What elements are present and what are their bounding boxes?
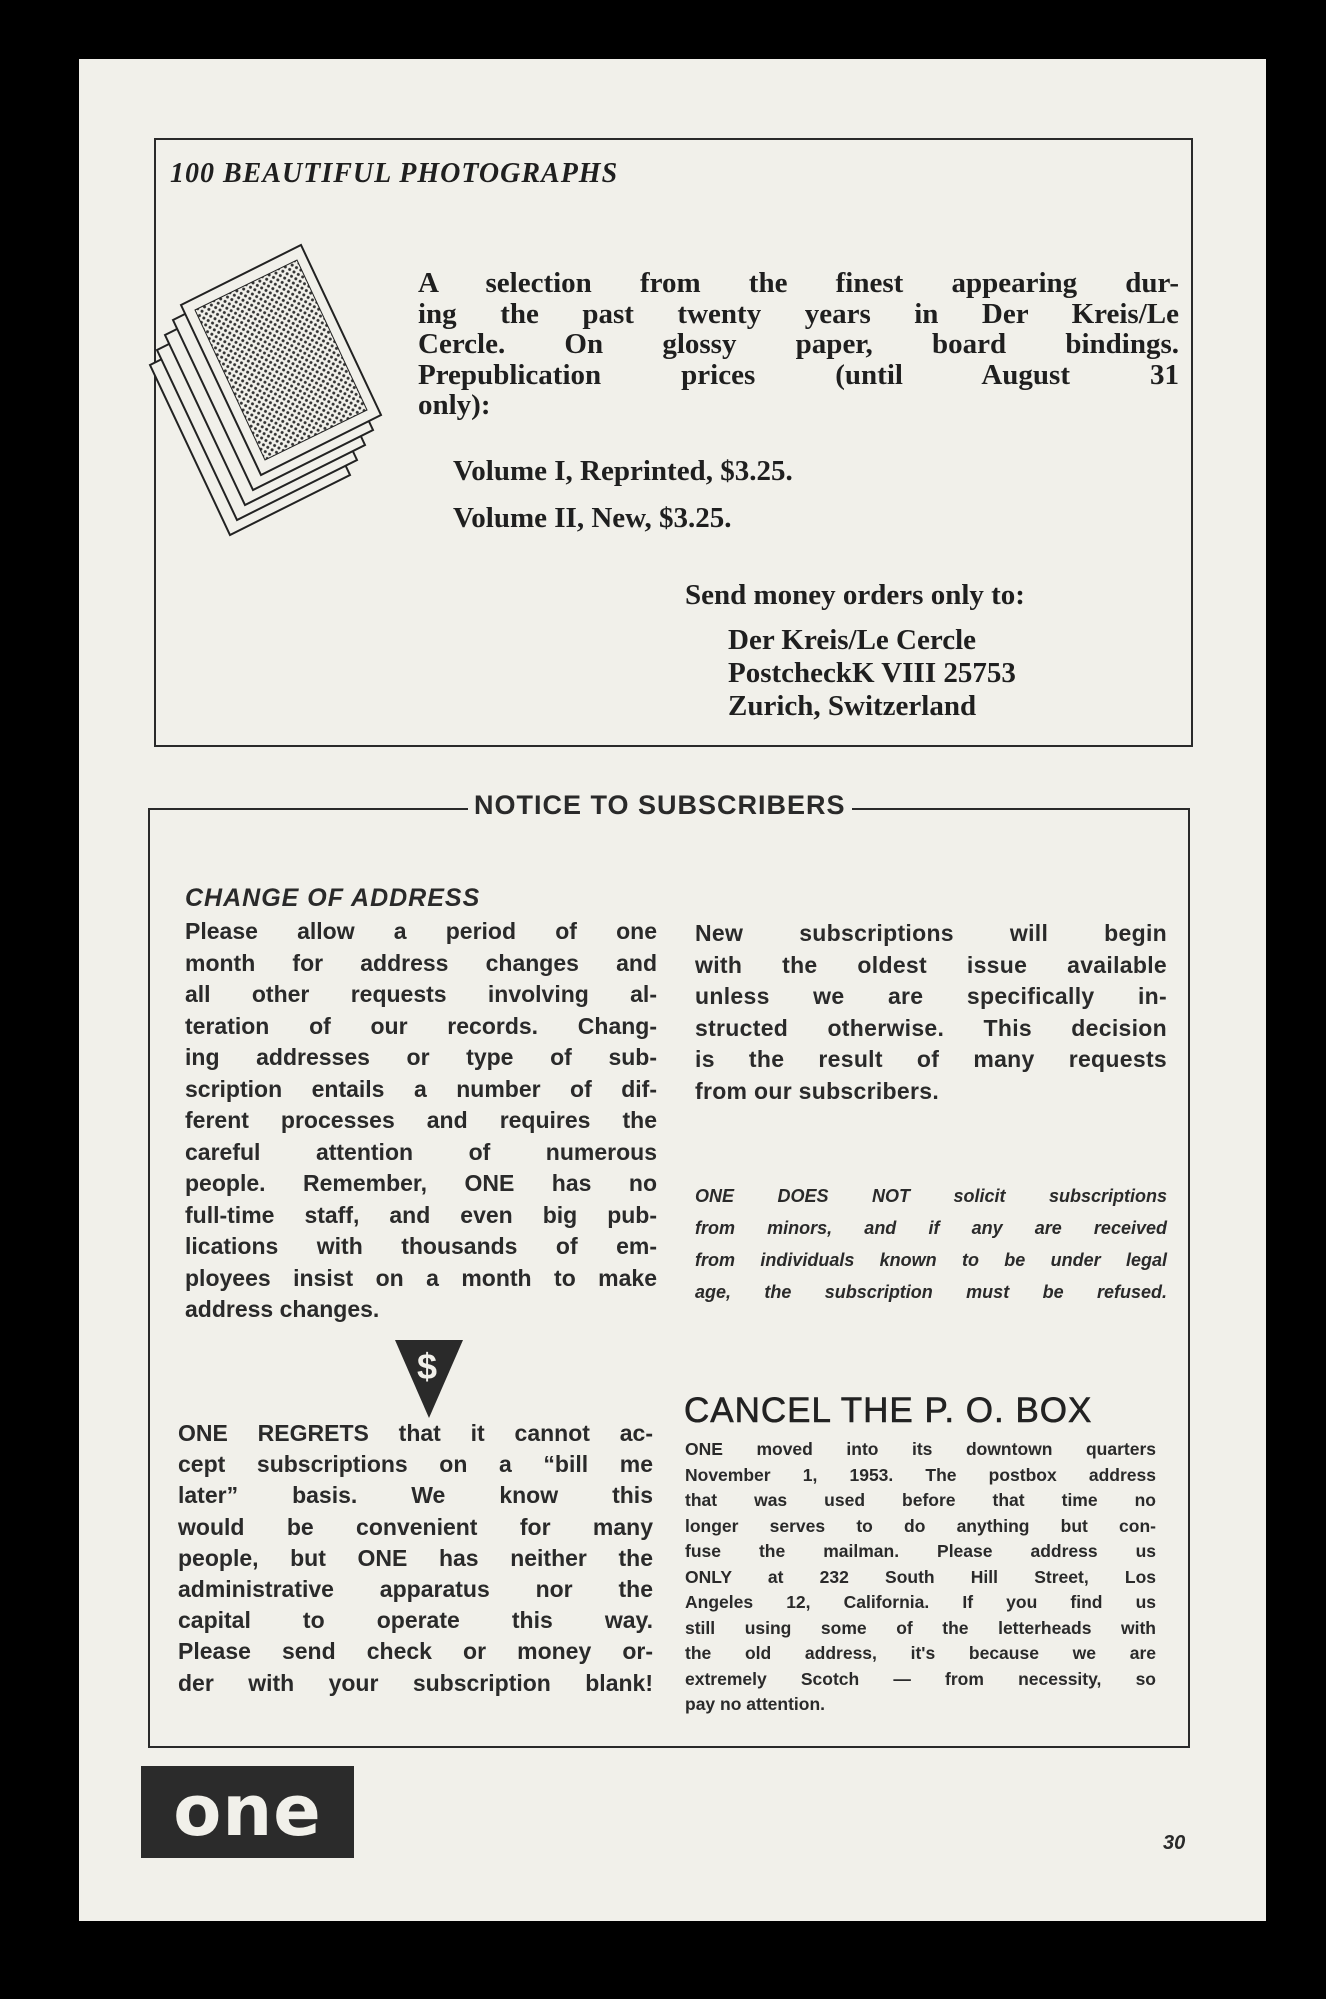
text-line: cept subscriptions on a “bill me: [178, 1451, 653, 1478]
po-box-text: [685, 1437, 1156, 1718]
text-line: only):: [418, 389, 491, 421]
address-line: Der Kreis/Le Cercle: [728, 624, 977, 656]
text-line: ployees insist on a month to make: [185, 1264, 657, 1291]
text-line: Please allow a period of one: [185, 918, 657, 944]
text-line: that was used before that time no: [685, 1490, 1156, 1510]
text-line: longer serves to do anything but con-: [685, 1515, 1156, 1536]
regrets-text: [178, 1418, 653, 1699]
text-line: teration of our records. Chang-: [185, 1012, 657, 1039]
address-line: Zurich, Switzerland: [728, 690, 977, 722]
text-line: ONE REGRETS that it cannot ac-: [178, 1420, 653, 1446]
text-line: New subscriptions will begin: [695, 920, 1167, 946]
text-line: from our subscribers.: [695, 1077, 940, 1104]
text-line: ONLY at 232 South Hill Street, Los: [685, 1566, 1156, 1587]
text-line: A selection from the finest appearing dur-: [418, 267, 1179, 299]
text-line: address changes.: [185, 1296, 380, 1322]
text-line: der with your subscription blank!: [178, 1669, 653, 1696]
new-subscriptions-text: [695, 918, 1167, 1107]
text-line: unless we are specifically in-: [695, 983, 1167, 1009]
text-line: from minors, and if any are received: [695, 1218, 1167, 1238]
text-line: ONE DOES NOT solicit subscriptions: [695, 1186, 1167, 1206]
text-line: still using some of the letterheads with: [685, 1617, 1156, 1638]
text-line: would be convenient for many: [178, 1513, 653, 1540]
text-line: Cercle. On glossy paper, board bindings.: [418, 328, 1179, 360]
text-line: is the result of many requests: [695, 1046, 1167, 1072]
text-line: ferent processes and requires the: [185, 1107, 657, 1133]
text-line: administrative apparatus nor the: [178, 1576, 653, 1603]
text-line: November 1, 1953. The postbox address: [685, 1464, 1156, 1485]
volume-2-price: Volume II, New, $3.25.: [453, 502, 732, 534]
minors-policy-text: [695, 1180, 1167, 1308]
ad-description: [418, 268, 1179, 421]
text-line: extremely Scotch — from necessity, so: [685, 1668, 1156, 1689]
text-line: all other requests involving al-: [185, 981, 657, 1007]
text-line: Angeles 12, California. If you find us: [685, 1592, 1156, 1612]
page-number: 30: [1163, 1832, 1186, 1854]
photographs-illustration: [145, 235, 390, 545]
text-line: lications with thousands of em-: [185, 1233, 657, 1259]
text-line: Please send check or money or-: [178, 1638, 653, 1665]
text-line: people. Remember, ONE has no: [185, 1170, 657, 1196]
text-line: careful attention of numerous: [185, 1138, 657, 1165]
one-magazine-logo: one: [141, 1766, 354, 1858]
text-line: fuse the mailman. Please address us: [685, 1541, 1156, 1561]
text-line: with the oldest issue available: [695, 951, 1167, 978]
send-orders-text: Send money orders only to:: [685, 579, 1025, 611]
text-line: age, the subscription must be refused.: [695, 1282, 1167, 1302]
text-line: structed otherwise. This decision: [695, 1014, 1167, 1041]
text-line: the old address, it's because we are: [685, 1643, 1156, 1663]
text-line: ONE moved into its downtown quarters: [685, 1439, 1156, 1459]
notice-heading: NOTICE TO SUBSCRIBERS: [468, 790, 852, 821]
po-box-heading: CANCEL THE P. O. BOX: [684, 1391, 1093, 1430]
volume-1-price: Volume I, Reprinted, $3.25.: [453, 455, 793, 487]
mailing-address: [728, 624, 1016, 723]
text-line: pay no attention.: [685, 1694, 825, 1714]
text-line: later” basis. We know this: [178, 1482, 653, 1509]
text-line: month for address changes and: [185, 949, 657, 976]
text-line: Prepublication prices (until August 31: [418, 358, 1179, 391]
address-line: PostcheckK VIII 25753: [728, 657, 1016, 689]
ad-title: 100 BEAUTIFUL PHOTOGRAPHS: [170, 158, 619, 189]
change-of-address-heading: CHANGE OF ADDRESS: [185, 884, 481, 912]
dollar-sign: $: [417, 1346, 438, 1387]
text-line: capital to operate this way.: [178, 1607, 653, 1634]
text-line: from individuals known to be under legal: [695, 1250, 1167, 1270]
text-line: ing the past twenty years in Der Kreis/Le: [418, 297, 1179, 330]
text-line: scription entails a number of dif-: [185, 1075, 657, 1102]
text-line: people, but ONE has neither the: [178, 1544, 653, 1571]
text-line: ing addresses or type of sub-: [185, 1044, 657, 1070]
change-of-address-text: [185, 916, 657, 1326]
text-line: full-time staff, and even big pub-: [185, 1201, 657, 1228]
